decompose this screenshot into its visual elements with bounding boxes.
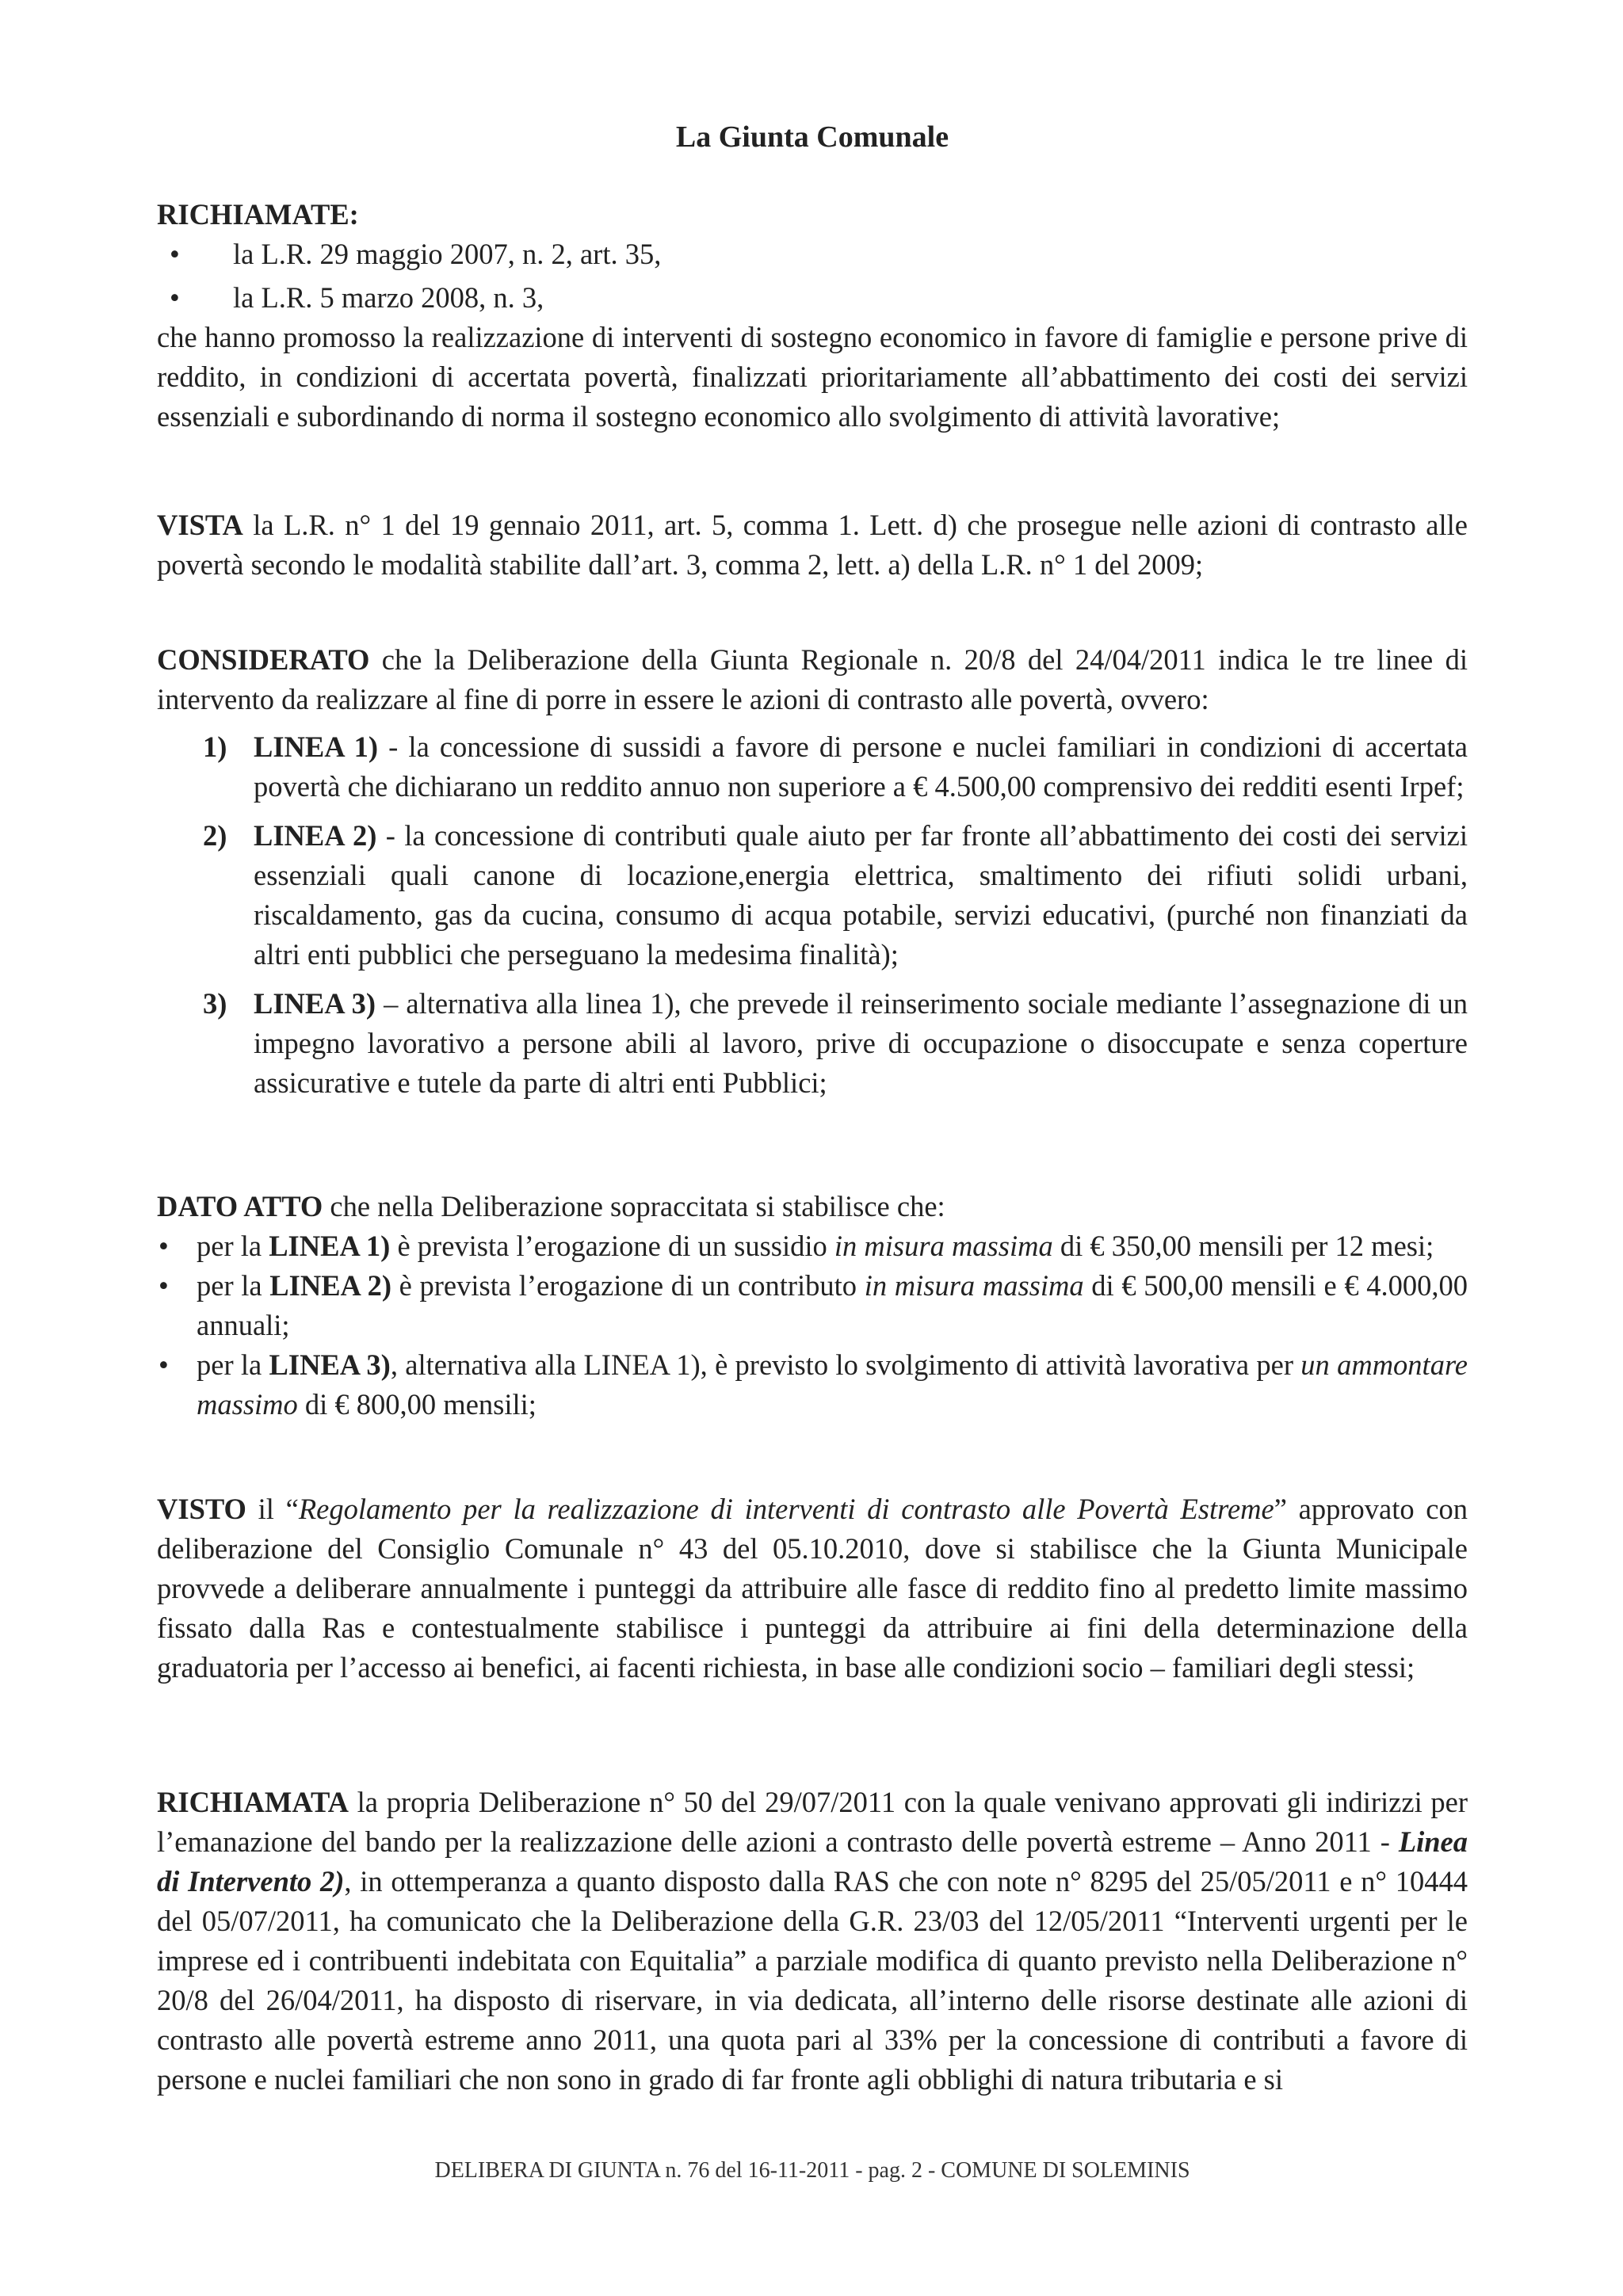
dato-atto-keyword: DATO ATTO <box>157 1190 323 1222</box>
richiamata-keyword: RICHIAMATA <box>157 1786 349 1818</box>
list-item: • la L.R. 5 marzo 2008, n. 3, <box>157 278 1468 318</box>
richiamate-heading: RICHIAMATE: <box>157 198 359 231</box>
list-item: 2) LINEA 2) - la concessione di contributi quale aiuto per far fronte all’abbattimento dei costi dei servizi essenziali quali canone di locazione,energia elettrica, smaltimento dei rifiuti solidi urbani, riscaldamento, gas da cucina, consumo di acqua potabile, servizi educativi, (purché non finanziati da altri enti pubblici che perseguano la medesima finalità); <box>203 819 1468 971</box>
bullet-icon: • <box>158 1230 169 1262</box>
page-title: La Giunta Comunale <box>675 120 949 154</box>
section-considerato: CONSIDERATO che la Deliberazione della Giunta Regionale n. 20/8 del 24/04/2011 indica le tre linee di intervento da realizzare al fine di porre in essere le azioni di contrasto alle povertà, ovvero: 1) LINEA 1) - la concessione di sussidi a favore di persone e nuclei familiari in condizioni di accertata povertà che dichiarano un reddito annuo non superiore a € 4.500,00 comprensivo dei redditi esenti Irpef; 2) LINEA 2) - la concessione di contributi quale aiuto per far fronte all’abbattimento dei costi dei servizi essenziali quali canone di locazione,energia elettrica, smaltimento dei rifiuti solidi urbani, riscaldamento, gas da cucina, consumo di acqua potabile, servizi educativi, (purché non finanziati da altri enti pubblici che perseguano la medesima finalità); 3) LINEA 3) – alternativa alla linea 1), che prevede il reinserimento sociale mediante l’assegnazione di un impegno lavorativo a persone abili al lavoro, prive di occupazione o disoccupate e senza coperture assicurative e tutele da parte di altri enti Pubblici; <box>157 640 1468 1103</box>
considerato-keyword: CONSIDERATO <box>157 643 370 676</box>
vista-keyword: VISTA <box>157 509 243 541</box>
richiamate-text: che hanno promosso la realizzazione di interventi di sostegno economico in favore di famiglie e persone prive di reddito, in condizioni di accertata povertà, finalizzati prioritariamente all’abbattimento dei costi dei servizi essenziali e subordinando di norma il sostegno economico allo svolgimento di attività lavorative; <box>157 321 1468 433</box>
bullet-icon: • <box>158 1269 169 1302</box>
section-richiamata: RICHIAMATA la propria Deliberazione n° 50 del 29/07/2011 con la quale venivano approvati gli indirizzi per l’emanazione del bando per la realizzazione delle azioni a contrasto delle povertà estreme – Anno 2011 - Linea di Intervento 2), in ottemperanza a quanto disposto dalla RAS che con note n° 8295 del 25/05/2011 e n° 10444 del 05/07/2011, ha comunicato che la Deliberazione della G.R. 23/03 del 12/05/2011 “Interventi urgenti per le imprese ed i contribuenti indebitata con Equitalia” a parziale modifica di quanto previsto nella Deliberazione n° 20/8 del 26/04/2011, ha disposto di riservare, in via dedicata, all’interno delle risorse destinate alle azioni di contrasto alle povertà estreme anno 2011, una quota pari al 33% per la concessione di contributi a favore di persone e nuclei familiari che non sono in grado di far fronte agli obblighi di natura tributaria e si <box>157 1786 1468 2096</box>
bullet-icon: • <box>170 238 180 270</box>
section-richiamate <box>157 195 1468 437</box>
document-page <box>157 0 1468 2296</box>
bullet-icon: • <box>158 1348 169 1381</box>
bullet-icon: • <box>170 281 180 314</box>
visto-keyword: VISTO <box>157 1493 246 1525</box>
list-item: • per la LINEA 1) è prevista l’erogazione di un sussidio in misura massima di € 350,00 mensili per 12 mesi; <box>157 1226 1468 1266</box>
list-item: • per la LINEA 3), alternativa alla LINEA 1), è previsto lo svolgimento di attività lavorativa per un ammontare massimo di € 800,00 mensili; <box>157 1345 1468 1425</box>
section-dato-atto: DATO ATTO che nella Deliberazione sopraccitata si stabilisce che: • per la LINEA 1) è prevista l’erogazione di un sussidio in misura massima di € 350,00 mensili per 12 mesi; • per la LINEA 2) è prevista l’erogazione di un contributo in misura massima di € 500,00 mensili e € 4.000,00 annuali; • per la LINEA 3), alternativa alla LINEA 1), è previsto lo svolgimento di attività lavorativa per un ammontare massimo di € 800,00 mensili; <box>157 1187 1468 1425</box>
section-visto: VISTO il “Regolamento per la realizzazione di interventi di contrasto alle Povertà Estreme” approvato con deliberazione del Consiglio Comunale n° 43 del 05.10.2010, dove si stabilisce che la Giunta Municipale provvede a deliberare annualmente i punteggi da attribuire alle fasce di reddito fino al predetto limite massimo fissato dalla Ras e contestualmente stabilisce i punteggi da attribuire ai fini della determinazione della graduatoria per l’accesso ai benefici, ai facenti richiesta, in base alle condizioni socio – familiari degli stessi; <box>157 1493 1468 1684</box>
list-item: 1) LINEA 1) - la concessione di sussidi a favore di persone e nuclei familiari in condizioni di accertata povertà che dichiarano un reddito annuo non superiore a € 4.500,00 comprensivo dei redditi esenti Irpef; <box>203 730 1468 803</box>
list-item: • per la LINEA 2) è prevista l’erogazione di un contributo in misura massima di € 500,00 mensili e € 4.000,00 annuali; <box>157 1266 1468 1345</box>
page-footer: DELIBERA DI GIUNTA n. 76 del 16-11-2011 - pag. 2 - COMUNE DI SOLEMINIS <box>434 2158 1190 2183</box>
list-item: 3) LINEA 3) – alternativa alla linea 1), che prevede il reinserimento sociale mediante l’assegnazione di un impegno lavorativo a persone abili al lavoro, prive di occupazione o disoccupate e senza coperture assicurative e tutele da parte di altri enti Pubblici; <box>203 987 1468 1099</box>
section-vista: VISTA la L.R. n° 1 del 19 gennaio 2011, art. 5, comma 1. Lett. d) che prosegue nelle azioni di contrasto alle povertà secondo le modalità stabilite dall’art. 3, comma 2, lett. a) della L.R. n° 1 del 2009; <box>157 509 1468 581</box>
list-item: • la L.R. 29 maggio 2007, n. 2, art. 35, <box>157 235 1468 274</box>
